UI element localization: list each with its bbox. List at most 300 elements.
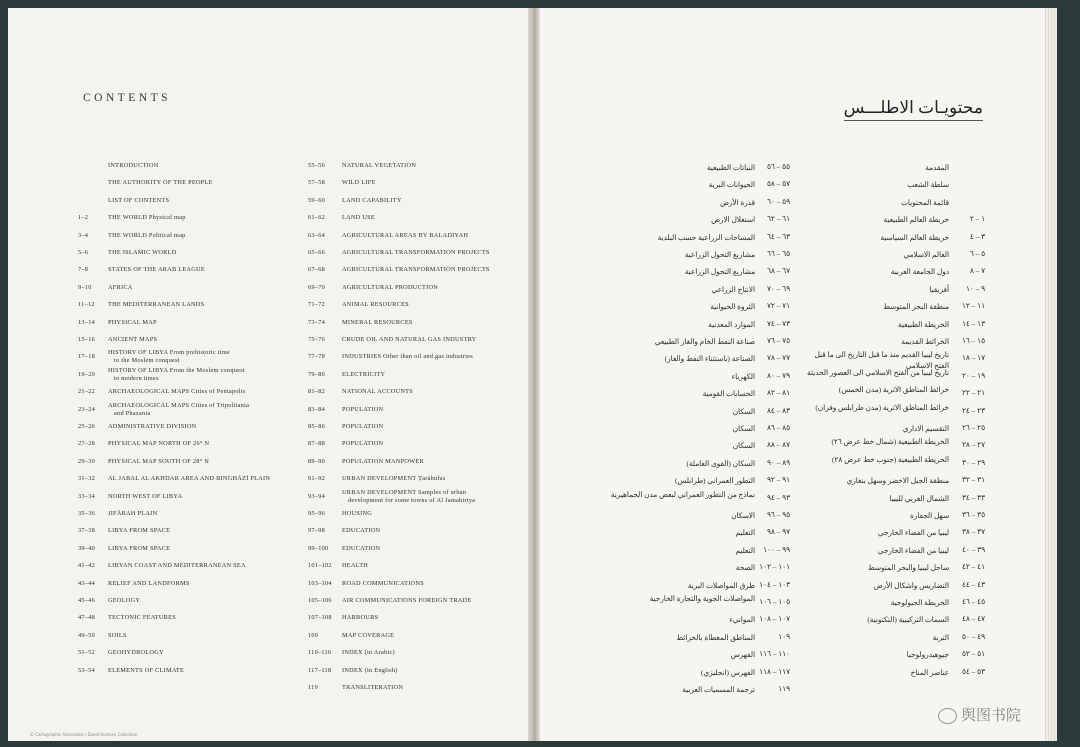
toc-title-arabic: الفهرس (730, 650, 755, 660)
toc-title (108, 336, 157, 344)
toc-title-main: EDUCATION (342, 527, 381, 535)
toc-page-range-arabic: ٥٣ – ٥٤ (962, 666, 985, 676)
toc-page-range-arabic: ٣٥ – ٣٦ (962, 510, 985, 519)
toc-page-range-arabic: ٢٥ – ٢٦ (962, 423, 985, 432)
toc-title-main: TRANSLITERATION (342, 684, 404, 691)
toc-title (108, 458, 209, 466)
toc-title-main: PHYSICAL MAP (108, 318, 157, 326)
toc-page-range: 21–22 (78, 388, 95, 396)
toc-title (342, 266, 490, 274)
toc-title-arabic: خريطة العالم السياسية (880, 232, 949, 242)
toc-title-arabic: التربة (932, 632, 949, 642)
toc-page-range: 73–74 (308, 318, 325, 326)
toc-page-range-arabic: ٨٩ – ٩٠ (767, 457, 790, 467)
toc-title (342, 614, 378, 622)
toc-page-range-arabic: ١٠٥ – ١٠٦ (759, 597, 790, 606)
toc-title (342, 406, 383, 414)
toc-title (108, 667, 184, 675)
toc-title-arabic: الموارد المعدنية (708, 319, 755, 329)
toc-page-range-arabic: ١٠١ – ١٠٢ (759, 562, 790, 572)
toc-page-range: 11–12 (78, 301, 95, 309)
toc-title-main: JIFĀRAH PLAIN (108, 510, 158, 517)
toc-title-main: AGRICULTURAL PRODUCTION (342, 283, 439, 291)
toc-title-arabic: قدرة الأرض (719, 197, 755, 207)
toc-page-range: 117–118 (308, 666, 332, 674)
toc-page-range-arabic: ٦٩ – ٧٠ (767, 283, 790, 293)
toc-title-main: LIST OF CONTENTS (108, 196, 170, 204)
toc-page-range: 109 (308, 631, 319, 639)
toc-page-range: 67–68 (308, 266, 325, 274)
toc-title (108, 388, 245, 396)
toc-title (342, 336, 477, 344)
toc-page-range: 75–76 (308, 336, 325, 343)
toc-page-range: 63–64 (308, 231, 325, 239)
toc-page-range: 89–90 (308, 457, 325, 465)
toc-page-range: 41–42 (78, 562, 95, 570)
contents-heading: CONTENTS (83, 92, 172, 104)
toc-page-range-arabic: ٩١ – ٩٢ (767, 475, 790, 485)
toc-page-range: 77–78 (308, 353, 325, 361)
toc-page-range: 110–116 (308, 649, 332, 657)
toc-title (108, 402, 249, 418)
toc-title-main: INTRODUCTION (108, 162, 159, 169)
toc-page-range-arabic: ١٣ – ١٤ (962, 318, 985, 328)
watermark-text: 舆图书院 (960, 706, 1021, 724)
page-stack-edge (1045, 8, 1057, 741)
toc-title-arabic: خرائط المناطق الاثرية (مدن الخمس) (838, 385, 949, 395)
toc-title (342, 510, 372, 518)
toc-title-arabic: السكان (732, 424, 755, 433)
toc-title-arabic: الصحة (735, 563, 755, 573)
toc-page-range: 29–30 (78, 457, 95, 465)
toc-title-arabic: دول الجامعة العربية (890, 267, 949, 277)
toc-title (108, 475, 270, 483)
toc-page-range: 61–62 (308, 214, 325, 222)
right-page (540, 8, 1045, 741)
toc-page-range-arabic: ٤٥ – ٤٦ (962, 597, 985, 606)
toc-title-arabic: الموانيء (729, 615, 755, 625)
toc-page-range-arabic: ٣ – ٤ (969, 231, 985, 241)
toc-page-range: 79–80 (308, 370, 325, 378)
toc-title (108, 266, 205, 274)
toc-title (342, 562, 368, 570)
toc-title (342, 527, 380, 535)
toc-page-range-arabic: ٢١ – ٢٢ (962, 388, 985, 398)
toc-title-main: GEOHYDROLOGY (108, 649, 164, 657)
toc-title-main: ELEMENTS OF CLIMATE (108, 666, 185, 674)
toc-title-arabic: النباتات الطبيعية (706, 163, 755, 172)
toc-page-range-arabic: ١ – ٢ (969, 214, 985, 224)
collection-stamp: © Cartographic Associates / David Rumsey Collection (30, 732, 138, 737)
toc-page-range-arabic: ٨٧ – ٨٨ (767, 440, 790, 450)
toc-title (342, 249, 490, 257)
toc-title-main: INDEX (in English) (342, 666, 398, 674)
toc-title-arabic: جيوهيدرولوجيا (906, 650, 949, 660)
toc-page-range: 19–20 (78, 370, 95, 378)
toc-title-arabic: ترجمة المسميات العربية (682, 685, 755, 694)
toc-title-sub: to modern times (114, 374, 159, 382)
toc-title-main: NORTH WEST OF LIBYA (108, 492, 183, 500)
toc-page-range: 3–4 (78, 231, 89, 239)
toc-title-main: POPULATION MANPOWER (342, 457, 424, 465)
toc-title (342, 545, 380, 553)
toc-page-range-arabic: ١٠٩ (778, 631, 790, 641)
toc-title-main: ARCHAEOLOGICAL MAPS Cities of Tripolitania (108, 401, 250, 409)
toc-title-arabic: المناطق المغطاة بالخرائط (676, 632, 755, 642)
toc-title-main: LAND CAPABILITY (342, 196, 402, 204)
toc-page-range-arabic: ٩٣ – ٩٤ (767, 492, 790, 502)
toc-page-range: 81–82 (308, 388, 325, 396)
toc-title-arabic: الخريطة الجيولوجية (890, 598, 949, 607)
toc-title-arabic: العالم الاسلامي (903, 250, 949, 259)
toc-title-main: HEALTH (342, 562, 369, 570)
toc-title-main: ELECTRICITY (342, 370, 386, 378)
toc-page-range: 39–40 (78, 544, 95, 552)
toc-title-main: ROAD COMMUNICATIONS (342, 579, 424, 587)
toc-title (108, 301, 204, 309)
toc-page-range-arabic: ٣٩ – ٤٠ (962, 544, 985, 554)
toc-title (108, 214, 186, 222)
toc-title (108, 440, 209, 448)
toc-title-main: HOUSING (342, 510, 373, 517)
arabic-contents-heading: محتويـات الاطلـــس (844, 98, 983, 121)
toc-page-range: 49–50 (78, 631, 95, 639)
toc-title-arabic: المساحات الزراعية حسب البلدية (657, 232, 755, 242)
toc-title (342, 197, 402, 205)
toc-title-arabic: الخرائط القديمة (901, 337, 949, 346)
toc-page-range-arabic: ٧١ – ٧٢ (767, 301, 790, 311)
toc-page-range: 107–108 (308, 614, 332, 622)
toc-title-main: RELIEF AND LANDFORMS (108, 579, 190, 587)
toc-title-main: ADMINISTRATIVE DIVISION (108, 423, 197, 430)
toc-title (342, 597, 471, 605)
toc-title-main: URBAN DEVELOPMENT Samples of urban (342, 488, 467, 496)
toc-title (108, 249, 177, 257)
toc-title-main: PHYSICAL MAP NORTH OF 26° N (108, 440, 210, 448)
toc-page-range: 59–60 (308, 196, 325, 204)
toc-page-range: 69–70 (308, 283, 325, 291)
toc-title-arabic: التطور العمراني (طرابلس) (674, 476, 755, 486)
watermark (938, 704, 1021, 725)
toc-title (108, 510, 157, 518)
toc-page-range: 65–66 (308, 249, 325, 256)
toc-title-main: INDUSTRIES Other than oil and gas industries (342, 353, 473, 361)
toc-title-sub: development for some towns of Al Jamahiriya (348, 496, 476, 504)
toc-title-arabic: المقدمة (925, 163, 949, 172)
left-page (8, 8, 528, 741)
toc-title-main: POPULATION (342, 405, 384, 413)
toc-title-main: ARCHAEOLOGICAL MAPS Cities of Pentapolis (108, 388, 246, 396)
toc-page-range: 87–88 (308, 440, 325, 448)
toc-page-range: 53–54 (78, 666, 95, 674)
toc-page-range: 43–44 (78, 579, 95, 587)
toc-title-arabic: التقسيم الاداري (902, 424, 949, 433)
toc-title (108, 545, 170, 553)
toc-title-main: HARBOURS (342, 614, 379, 622)
toc-page-range-arabic: ٩٥ – ٩٦ (767, 510, 790, 519)
toc-page-range-arabic: ١١٧ – ١١٨ (759, 666, 790, 676)
toc-page-range-arabic: ٢٣ – ٢٤ (962, 405, 985, 415)
toc-title-main: EDUCATION (342, 544, 381, 552)
toc-page-range-arabic: ٦٥ – ٦٦ (767, 249, 790, 258)
toc-title-arabic: ساحل ليبيا والبحر المتوسط (867, 563, 949, 573)
toc-page-range: 101–102 (308, 562, 332, 570)
toc-page-range-arabic: ١١٠ – ١١٦ (759, 649, 790, 659)
toc-title (342, 371, 385, 379)
toc-title-main: INDEX (in Arabic) (342, 649, 395, 657)
toc-title-arabic: نماذج من التطور العمراني لبعض مدن الجماهيرية (610, 489, 755, 499)
toc-title-arabic: ليبيا من الفضاء الخارجي (877, 545, 949, 555)
toc-page-range: 15–16 (78, 336, 95, 343)
toc-page-range: 55–56 (308, 162, 325, 169)
toc-page-range-arabic: ٧٧ – ٧٨ (767, 353, 790, 363)
toc-title (342, 284, 438, 292)
toc-title-main: LAND USE (342, 214, 375, 222)
toc-title (108, 197, 169, 205)
toc-title-arabic: الفهرس (انجليزي) (700, 667, 755, 677)
toc-page-range-arabic: ٦٧ – ٦٨ (767, 266, 790, 276)
toc-page-range: 97–98 (308, 527, 325, 535)
toc-page-range-arabic: ٨٣ – ٨٤ (767, 405, 790, 415)
toc-title (108, 162, 159, 170)
toc-page-range: 27–28 (78, 440, 95, 448)
toc-title (108, 179, 213, 187)
toc-page-range-arabic: ٤٣ – ٤٤ (962, 579, 985, 589)
toc-page-range-arabic: ١٩ – ٢٠ (962, 370, 985, 380)
toc-title-sub: and Phazania (114, 409, 151, 417)
toc-title-arabic: الانتاج الزراعي (711, 284, 755, 294)
toc-page-range: 7–8 (78, 266, 89, 274)
toc-title-main: ANIMAL RESOURCES (342, 301, 409, 309)
toc-title (342, 232, 468, 240)
toc-title-arabic: الحسابات القومية (702, 389, 755, 399)
toc-page-range-arabic: ٧٩ – ٨٠ (767, 370, 790, 380)
toc-title-main: NATURAL VEGETATION (342, 162, 417, 169)
toc-title (342, 179, 376, 187)
toc-title-main: GEOLOGY (108, 597, 141, 604)
toc-title-arabic: الثروة الحيوانية (710, 302, 755, 312)
toc-page-range-arabic: ٥ – ٦ (969, 249, 985, 258)
toc-title (108, 580, 190, 588)
toc-page-range: 5–6 (78, 249, 89, 256)
toc-title-main: AGRICULTURAL TRANSFORMATION PROJECTS (342, 249, 490, 256)
toc-page-range-arabic: ١٧ – ١٨ (962, 353, 985, 363)
toc-title-arabic: منطقة الجبل الاخضر وسهل بنغازي (846, 476, 949, 486)
toc-title-arabic: خرائط المناطق الاثرية (مدن طرابلس وفزان) (815, 402, 949, 412)
toc-title-arabic: ليبيا من الفضاء الخارجي (877, 528, 949, 538)
toc-title-arabic: صناعة النفط الخام والغاز الطبيعي (654, 337, 755, 346)
toc-title-main: STATES OF THE ARAB LEAGUE (108, 266, 205, 274)
toc-title (108, 319, 157, 327)
toc-title-main: ANCIENT MAPS (108, 336, 158, 343)
toc-page-range: 23–24 (78, 405, 95, 413)
toc-title-arabic: الاسكان (731, 511, 755, 520)
toc-page-range-arabic: ١٠٧ – ١٠٨ (759, 614, 790, 624)
toc-title (342, 632, 394, 640)
toc-page-range: 31–32 (78, 475, 95, 483)
toc-title-arabic: مشاريع التحول الزراعية (684, 267, 755, 277)
toc-title (108, 493, 182, 501)
toc-page-range: 91–92 (308, 475, 325, 483)
toc-page-range-arabic: ٣١ – ٣٢ (962, 475, 985, 485)
toc-title-main: NATIONAL ACCOUNTS (342, 388, 414, 396)
toc-title-arabic: عناصر المناخ (910, 667, 949, 677)
toc-title-arabic: السكان (732, 406, 755, 416)
toc-title (342, 162, 416, 170)
toc-title-arabic: الحيوانات البرية (708, 180, 755, 190)
toc-title-main: THE ISLAMIC WORLD (108, 249, 177, 256)
toc-page-range-arabic: ٥٥ – ٥٦ (767, 162, 790, 171)
toc-page-range-arabic: ١١ – ١٢ (962, 301, 985, 311)
toc-title-main: AL JABAL AL AKHDAR AREA AND BINGHĀZĪ PLAIN (108, 475, 271, 483)
toc-page-range-arabic: ١٠٣ – ١٠٤ (759, 579, 790, 589)
toc-title-arabic: الصناعة (باستثناء النفط والغاز) (664, 354, 755, 364)
toc-title-arabic: خريطة العالم الطبيعية (883, 215, 949, 225)
toc-title-arabic: مشاريع التحول الزراعية (684, 250, 755, 259)
toc-page-range: 47–48 (78, 614, 95, 622)
toc-title-main: MINERAL RESOURCES (342, 318, 413, 326)
toc-title-arabic: التعليم (735, 545, 755, 555)
toc-title-arabic: السكان (732, 441, 755, 451)
toc-title (108, 349, 230, 365)
toc-page-range: 45–46 (78, 597, 95, 604)
toc-title-main: URBAN DEVELOPMENT Ṭarābulus (342, 475, 446, 483)
toc-page-range-arabic: ٥٧ – ٥٨ (767, 179, 790, 189)
toc-page-range: 105–106 (308, 597, 332, 604)
toc-page-range: 103–104 (308, 579, 332, 587)
toc-title (108, 632, 127, 640)
toc-title-arabic: الخريطة الطبيعية (جنوب خط عرض ٢٨) (831, 454, 949, 464)
toc-title (342, 649, 395, 657)
toc-page-range: 71–72 (308, 301, 325, 309)
toc-page-range-arabic: ٢٧ – ٢٨ (962, 440, 985, 450)
toc-title-arabic: سهل الجفارة (909, 511, 949, 520)
toc-title-arabic: التعليم (735, 528, 755, 538)
toc-page-range-arabic: ٤٧ – ٤٨ (962, 614, 985, 624)
toc-title-arabic: السكان (القوى العاملة) (686, 458, 755, 468)
toc-title-main: HISTORY OF LIBYA From the Moslem conquest (108, 366, 245, 374)
toc-page-range: 119 (308, 684, 318, 691)
toc-title-main: SOILS (108, 631, 127, 639)
toc-title-main: LIBYAN COAST AND MEDITERRANEAN SEA (108, 562, 246, 570)
toc-page-range-arabic: ٩٧ – ٩٨ (767, 527, 790, 537)
toc-title-arabic: سلطة الشعب (907, 180, 949, 190)
toc-title (342, 458, 424, 466)
toc-page-range-arabic: ٧٣ – ٧٤ (767, 318, 790, 328)
toc-page-range-arabic: ١١٩ (778, 684, 790, 693)
toc-title-arabic: الكهرباء (731, 371, 755, 381)
toc-title-arabic: أفريقيا (929, 284, 949, 294)
toc-title-arabic: التضاريس واشكال الأرض (873, 580, 949, 590)
toc-page-range: 57–58 (308, 179, 325, 187)
toc-title-main: LIBYA FROM SPACE (108, 527, 171, 535)
toc-title-arabic: تاريخ ليبيا القديم منذ ما قبل التاريخ الى ما قبل الفتح الاسلامي (814, 350, 949, 371)
toc-page-range: 99–100 (308, 544, 329, 552)
toc-title (342, 353, 473, 361)
toc-title-main: AGRICULTURAL AREAS BY BALADIYAH (342, 231, 469, 239)
wechat-icon (938, 708, 957, 724)
toc-page-range-arabic: ٤٩ – ٥٠ (962, 631, 985, 641)
toc-title (342, 301, 409, 309)
toc-page-range-arabic: ٣٣ – ٣٤ (962, 492, 985, 502)
toc-page-range-arabic: ٨١ – ٨٢ (767, 388, 790, 398)
toc-page-range-arabic: ١٥ – ١٦ (962, 336, 985, 345)
toc-title (342, 440, 383, 448)
toc-title (108, 614, 176, 622)
toc-title (342, 580, 424, 588)
toc-page-range: 1–2 (78, 214, 89, 222)
toc-title (108, 562, 246, 570)
toc-title-arabic: قائمة المحتويات (901, 197, 949, 207)
toc-title-arabic: تاريخ ليبيا من الفتح الاسلامي الى العصور الحديثة (807, 367, 949, 377)
toc-title-main: AIR COMMUNICATIONS FOREIGN TRADE (342, 597, 472, 604)
toc-title-main: MAP COVERAGE (342, 631, 395, 639)
toc-page-range: 85–86 (308, 423, 325, 430)
toc-title-main: WILD LIFE (342, 179, 376, 187)
toc-title (342, 214, 375, 222)
toc-title (342, 423, 383, 431)
toc-title-main: AGRICULTURAL TRANSFORMATION PROJECTS (342, 266, 490, 274)
toc-page-range-arabic: ٨٥ – ٨٦ (767, 423, 790, 432)
toc-page-range-arabic: ٣٧ – ٣٨ (962, 527, 985, 537)
toc-page-range-arabic: ٢٩ – ٣٠ (962, 457, 985, 467)
toc-page-range: 95–96 (308, 510, 325, 517)
toc-title (342, 667, 398, 675)
toc-page-range: 13–14 (78, 318, 95, 326)
toc-title (108, 649, 164, 657)
toc-title-arabic: طرق المواصلات البرية (687, 580, 755, 590)
toc-title-main: CRUDE OIL AND NATURAL GAS INDUSTRY (342, 336, 477, 343)
toc-title-arabic: الشمال الغربي لليبيا (889, 493, 949, 503)
toc-title-main: POPULATION (342, 423, 384, 430)
toc-title (108, 423, 196, 431)
toc-page-range: 51–52 (78, 649, 95, 657)
toc-page-range: 25–26 (78, 423, 95, 430)
toc-page-range: 17–18 (78, 353, 95, 361)
toc-title-main: POPULATION (342, 440, 384, 448)
toc-page-range: 35–36 (78, 510, 95, 517)
toc-page-range-arabic: ٩ – ١٠ (965, 283, 985, 293)
toc-title-sub: to the Moslem conquest (114, 357, 180, 365)
toc-title (342, 684, 403, 692)
toc-page-range-arabic: ٩٩ – ١٠٠ (763, 544, 790, 554)
toc-title-arabic: السمات التركيبية (التكتونية) (867, 615, 949, 625)
toc-title-main: AFRICA (108, 283, 133, 291)
toc-title-arabic: الخريطة الطبيعية (897, 319, 949, 329)
toc-title-main: THE MEDITERRANEAN LANDS (108, 301, 205, 309)
toc-title (342, 475, 446, 483)
toc-page-range-arabic: ٦٣ – ٦٤ (767, 231, 790, 241)
toc-title (108, 232, 186, 240)
toc-title (342, 388, 413, 396)
toc-title (342, 319, 413, 327)
toc-page-range: 33–34 (78, 492, 95, 500)
toc-title-arabic: الخريطة الطبيعية (شمال خط عرض ٢٦) (831, 437, 949, 447)
toc-page-range-arabic: ٥١ – ٥٢ (962, 649, 985, 659)
toc-title (108, 527, 170, 535)
toc-page-range: 9–10 (78, 283, 92, 291)
toc-title (108, 597, 140, 605)
toc-page-range-arabic: ٤١ – ٤٢ (962, 562, 985, 572)
toc-page-range-arabic: ٧ – ٨ (969, 266, 985, 276)
toc-page-range: 83–84 (308, 405, 325, 413)
toc-title-arabic: منطقة البحر المتوسط (882, 302, 949, 312)
toc-title (342, 489, 475, 505)
toc-title-arabic: استغلال الارض (711, 215, 755, 225)
toc-title (108, 367, 245, 383)
toc-title (108, 284, 133, 292)
toc-title-arabic: المواصلات الجوية والتجارة الخارجية (649, 594, 755, 603)
